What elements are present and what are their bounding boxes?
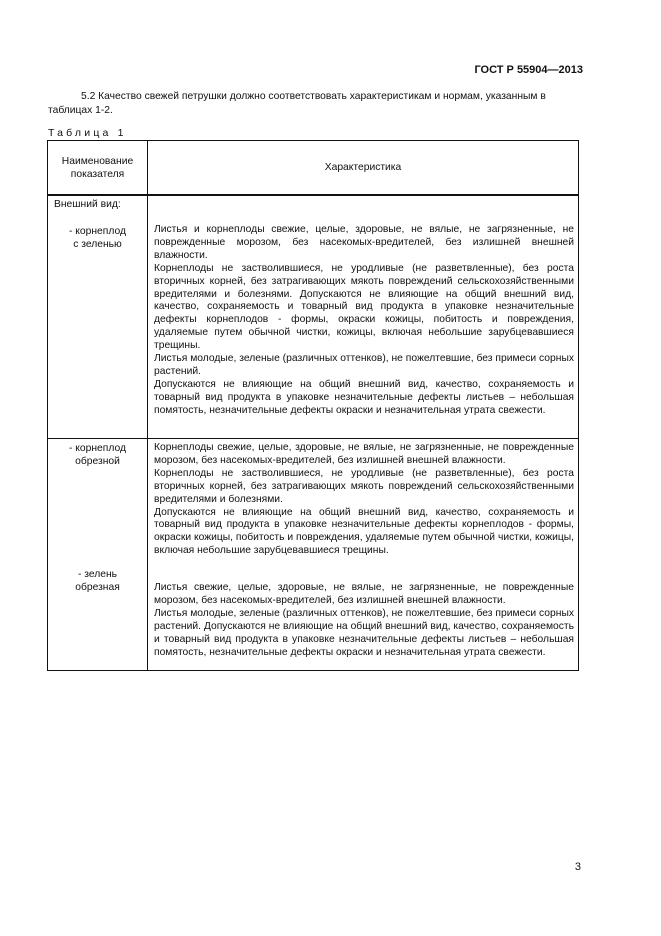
standard-code: ГОСТ Р 55904—2013 xyxy=(474,64,583,76)
row-label-trimmed-root xyxy=(48,442,147,468)
paragraph: Корнеплоды свежие, целые, здоровые, не вялые, не загрязненные, не поврежденные морозом, без насекомых-вредителей, без излишней внешней влажности. xyxy=(154,442,574,466)
row-label-line1: - корнеплод xyxy=(69,226,126,237)
paragraph: Допускаются не влияющие на общий внешний вид, качество, сохраняемость и товарный вид продукта в упаковке незначительные дефекты листьев – небольшая помятость, незначительные дефекты окраски и незначительная утрата свежести. xyxy=(154,378,574,416)
paragraph: Корнеплоды не застволившиеся, не уродливые (не разветвленные), без роста вторичных корней, без затрагивающих мякоть повреждений сельскохозяйственными вредителями и болезнями. xyxy=(154,467,574,505)
header-name-line2: показателя xyxy=(70,169,125,180)
table-caption: Таблица 1 xyxy=(48,127,127,139)
group-label: Внешний вид: xyxy=(54,199,121,210)
header-name-line1: Наименование xyxy=(61,156,134,167)
header-name xyxy=(48,155,147,181)
row-label-line2: обрезная xyxy=(75,582,120,593)
row-text-root-with-greens xyxy=(154,224,574,418)
row-label-line2: с зеленью xyxy=(73,239,122,250)
paragraph: Корнеплоды не застволившиеся, не уродливые (не разветвленные), без роста вторичных корней, без затрагивающих мякоть повреждений сельскохозяйственными вредителями и болезнями. Допускаются не влияющие на общий внешний вид, качество, сохраняемость и товарный вид продукта в упаковке незначительные дефекты корнеплодов - формы, окраски кожицы, побитость и повреждения, удаляемые путем обычной чистки, кожицы, включая небольшие зарубцевавшиеся трещины. xyxy=(154,262,574,352)
paragraph: Листья молодые, зеленые (различных оттенков), не пожелтевшие, без примеси сорных растений. xyxy=(154,353,574,377)
column-divider xyxy=(147,141,148,670)
intro-paragraph: 5.2 Качество свежей петрушки должно соответствовать характеристикам и нормам, указанным в таблицах 1-2. xyxy=(48,91,546,116)
header-characteristic: Характеристика xyxy=(324,162,402,173)
row-label-line2: обрезной xyxy=(75,456,120,467)
row-text-trimmed-greens xyxy=(154,582,574,659)
characteristics-table xyxy=(47,140,579,671)
row-label-line1: - зелень xyxy=(77,569,118,580)
row-text-trimmed-root xyxy=(154,442,574,558)
paragraph: Листья молодые, зеленые (различных оттенков), не пожелтевшие, без примеси сорных растений. Допускаются не влияющие на общий внешний вид, качество, сохраняемость и товарный вид продукта в упаковке незначительные дефекты листьев – небольшая помятость, незначительные дефекты окраски и незначительная утрата свежести. xyxy=(154,607,574,658)
page-number: 3 xyxy=(574,861,581,873)
row-label-line1: - корнеплод xyxy=(69,443,126,454)
row-label-root-with-greens xyxy=(48,225,147,251)
paragraph: Листья свежие, целые, здоровые, не вялые, не загрязненные, не поврежденные морозом, без насекомых-вредителей, без излишней внешней влажности. xyxy=(154,582,574,606)
paragraph: Допускаются не влияющие на общий внешний вид, качество, сохраняемость и товарный вид продукта в упаковке незначительные дефекты корнеплодов - формы, окраски кожицы, побитость и повреждения, удаляемые путем обычной чистки, кожицы, включая небольшие зарубцевавшиеся трещины. xyxy=(154,506,574,557)
paragraph: Листья и корнеплоды свежие, целые, здоровые, не вялые, не загрязненные, не поврежденные морозом, без насекомых-вредителей, без излишней внешней влажности. xyxy=(154,224,574,261)
header-divider xyxy=(48,194,578,196)
row-divider xyxy=(48,438,578,439)
row-label-trimmed-greens xyxy=(48,568,147,594)
